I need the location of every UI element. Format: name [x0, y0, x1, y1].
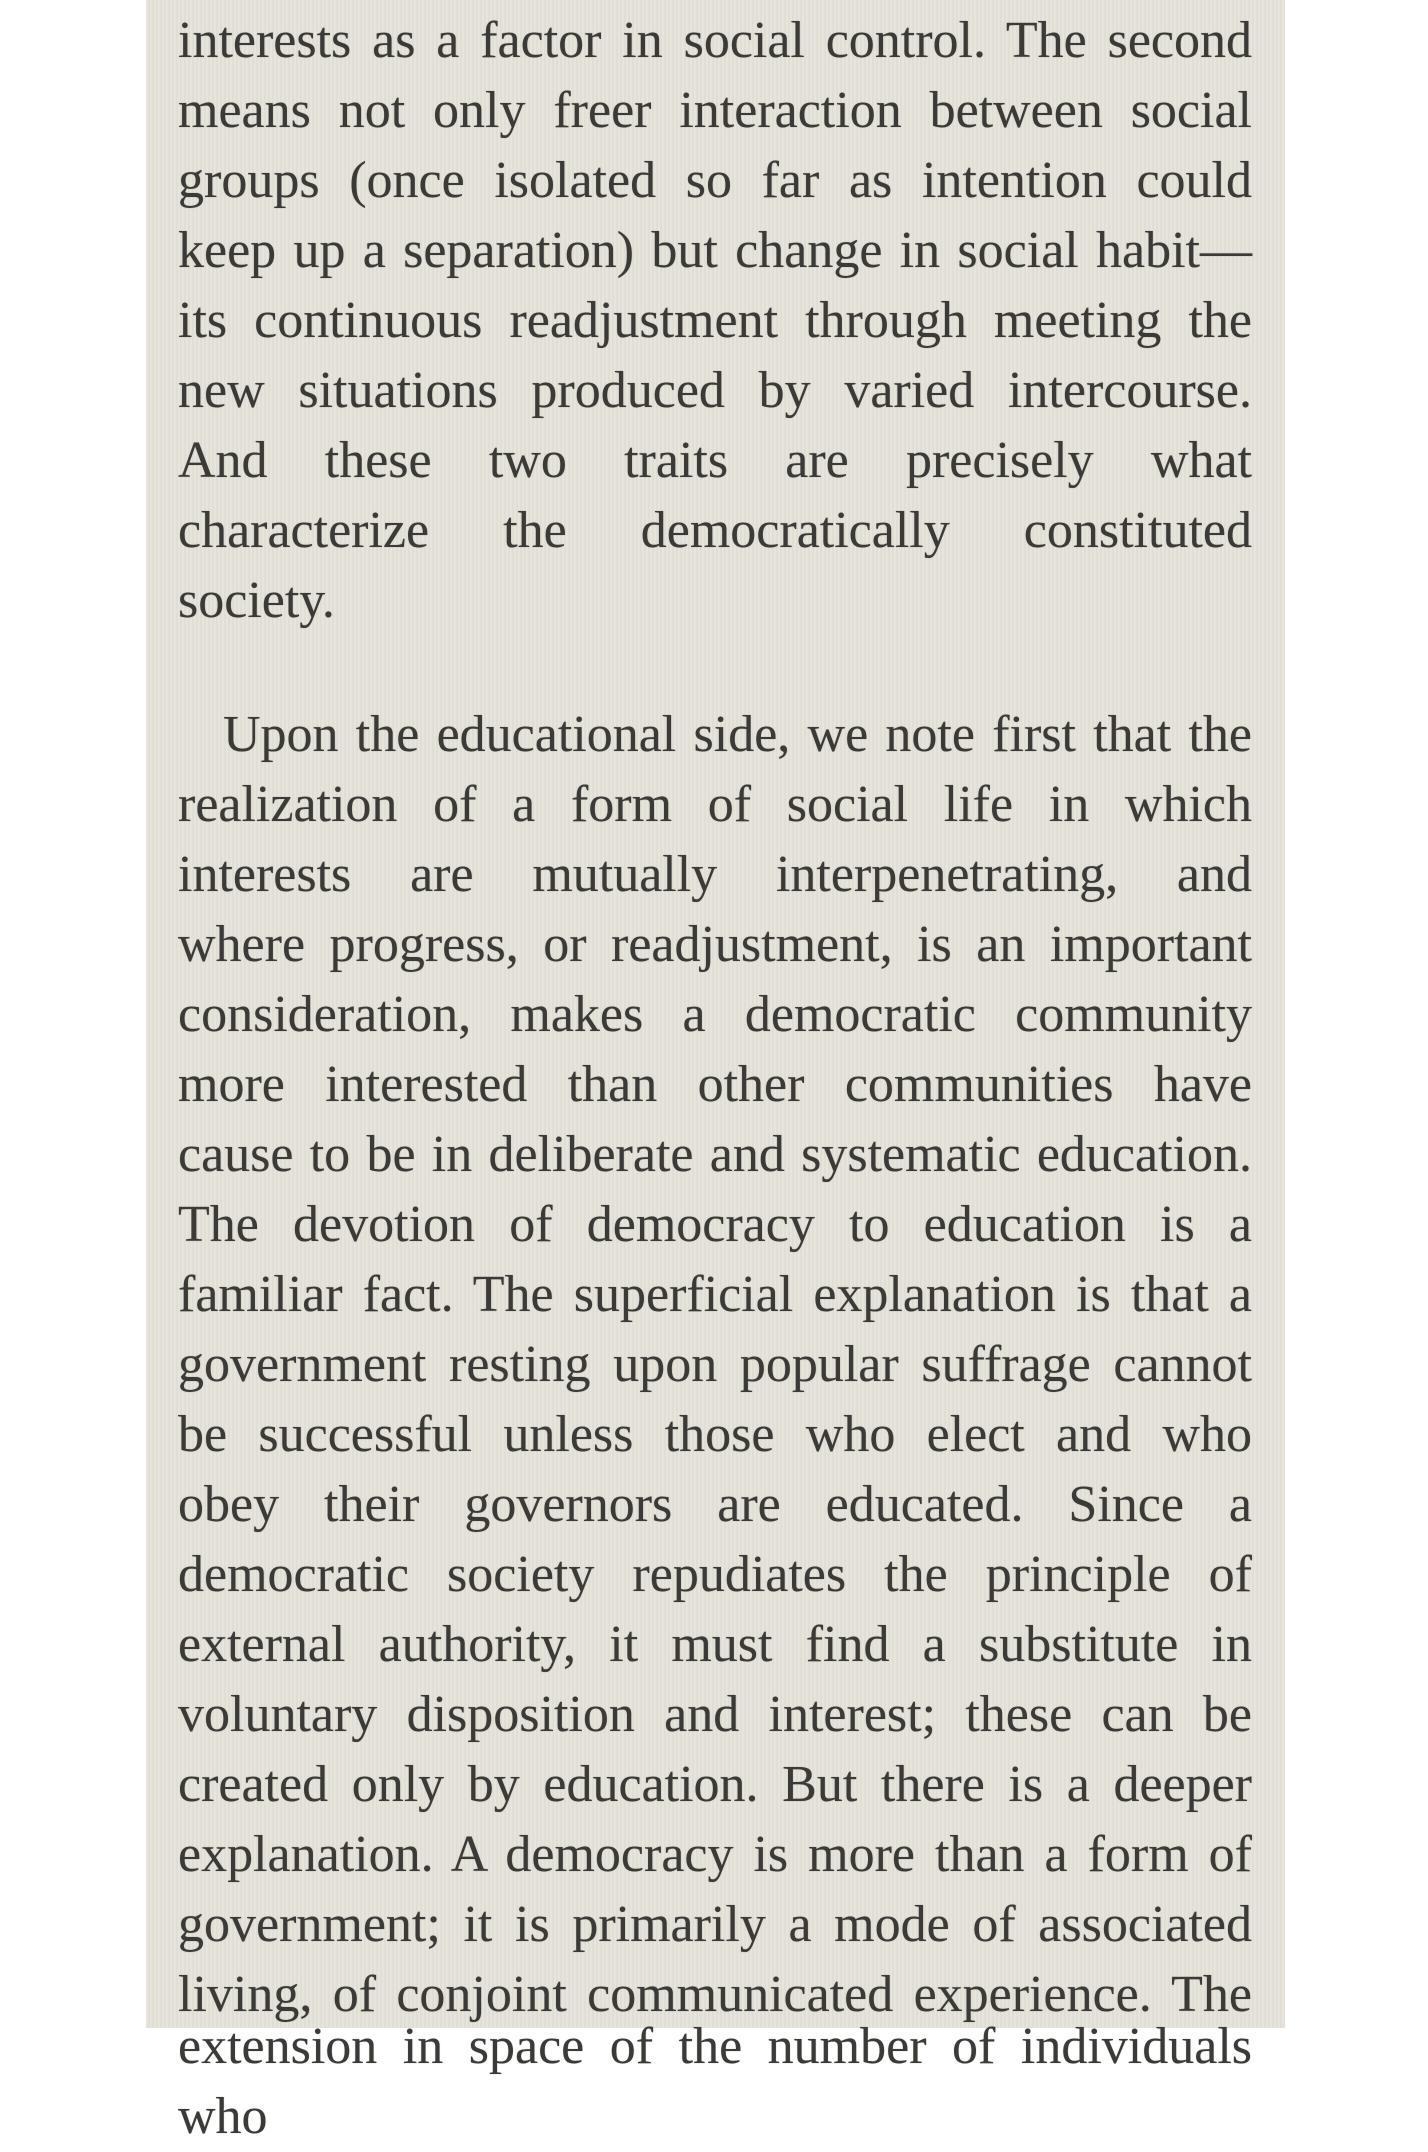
text-line: explanation. A democracy is more than a form of [178, 1826, 1252, 1883]
text-line: living, of conjoint communicated experience. The [178, 1966, 1252, 2023]
paragraph [178, 700, 1252, 2030]
text-line: new situations produced by varied intercourse. [178, 362, 1252, 419]
text-line: cause to be in deliberate and systematic education. [178, 1126, 1252, 1183]
text-line: interests are mutually interpenetrating, and [178, 846, 1252, 903]
text-line: obey their governors are educated. Since a [178, 1476, 1252, 1533]
text-line: its continuous readjustment through meeting the [178, 292, 1252, 349]
book-page[interactable] [146, 0, 1285, 2145]
text-line: characterize the democratically constituted [178, 502, 1252, 559]
text-line: familiar fact. The superficial explanation is that a [178, 1266, 1252, 1323]
text-line: government resting upon popular suffrage cannot [178, 1336, 1252, 1393]
clipped-next-line: extension in space of the number of individuals who [178, 2018, 1252, 2145]
text-line: groups (once isolated so far as intention could [178, 152, 1252, 209]
text-line: means not only freer interaction between social [178, 82, 1252, 139]
text-line: society. [178, 572, 335, 629]
text-line: The devotion of democracy to education is a [178, 1196, 1252, 1253]
text-line: external authority, it must find a substitute in [178, 1616, 1252, 1673]
paragraph [178, 6, 1252, 636]
text-line: And these two traits are precisely what [178, 432, 1252, 489]
text-line: consideration, makes a democratic community [178, 986, 1252, 1043]
text-line: where progress, or readjustment, is an important [178, 916, 1252, 973]
text-line: voluntary disposition and interest; these can be [178, 1686, 1252, 1743]
page-text [178, 6, 1252, 2030]
text-line: Upon the educational side, we note first that the [223, 706, 1252, 763]
text-line: keep up a separation) but change in social habit— [178, 222, 1252, 279]
text-line: government; it is primarily a mode of associated [178, 1896, 1252, 1953]
text-line: more interested than other communities have [178, 1056, 1252, 1113]
text-line: created only by education. But there is a deeper [178, 1756, 1252, 1813]
text-line: interests as a factor in social control. The second [178, 12, 1252, 69]
text-line: democratic society repudiates the principle of [178, 1546, 1252, 1603]
text-line: be successful unless those who elect and who [178, 1406, 1252, 1463]
text-line: realization of a form of social life in which [178, 776, 1252, 833]
